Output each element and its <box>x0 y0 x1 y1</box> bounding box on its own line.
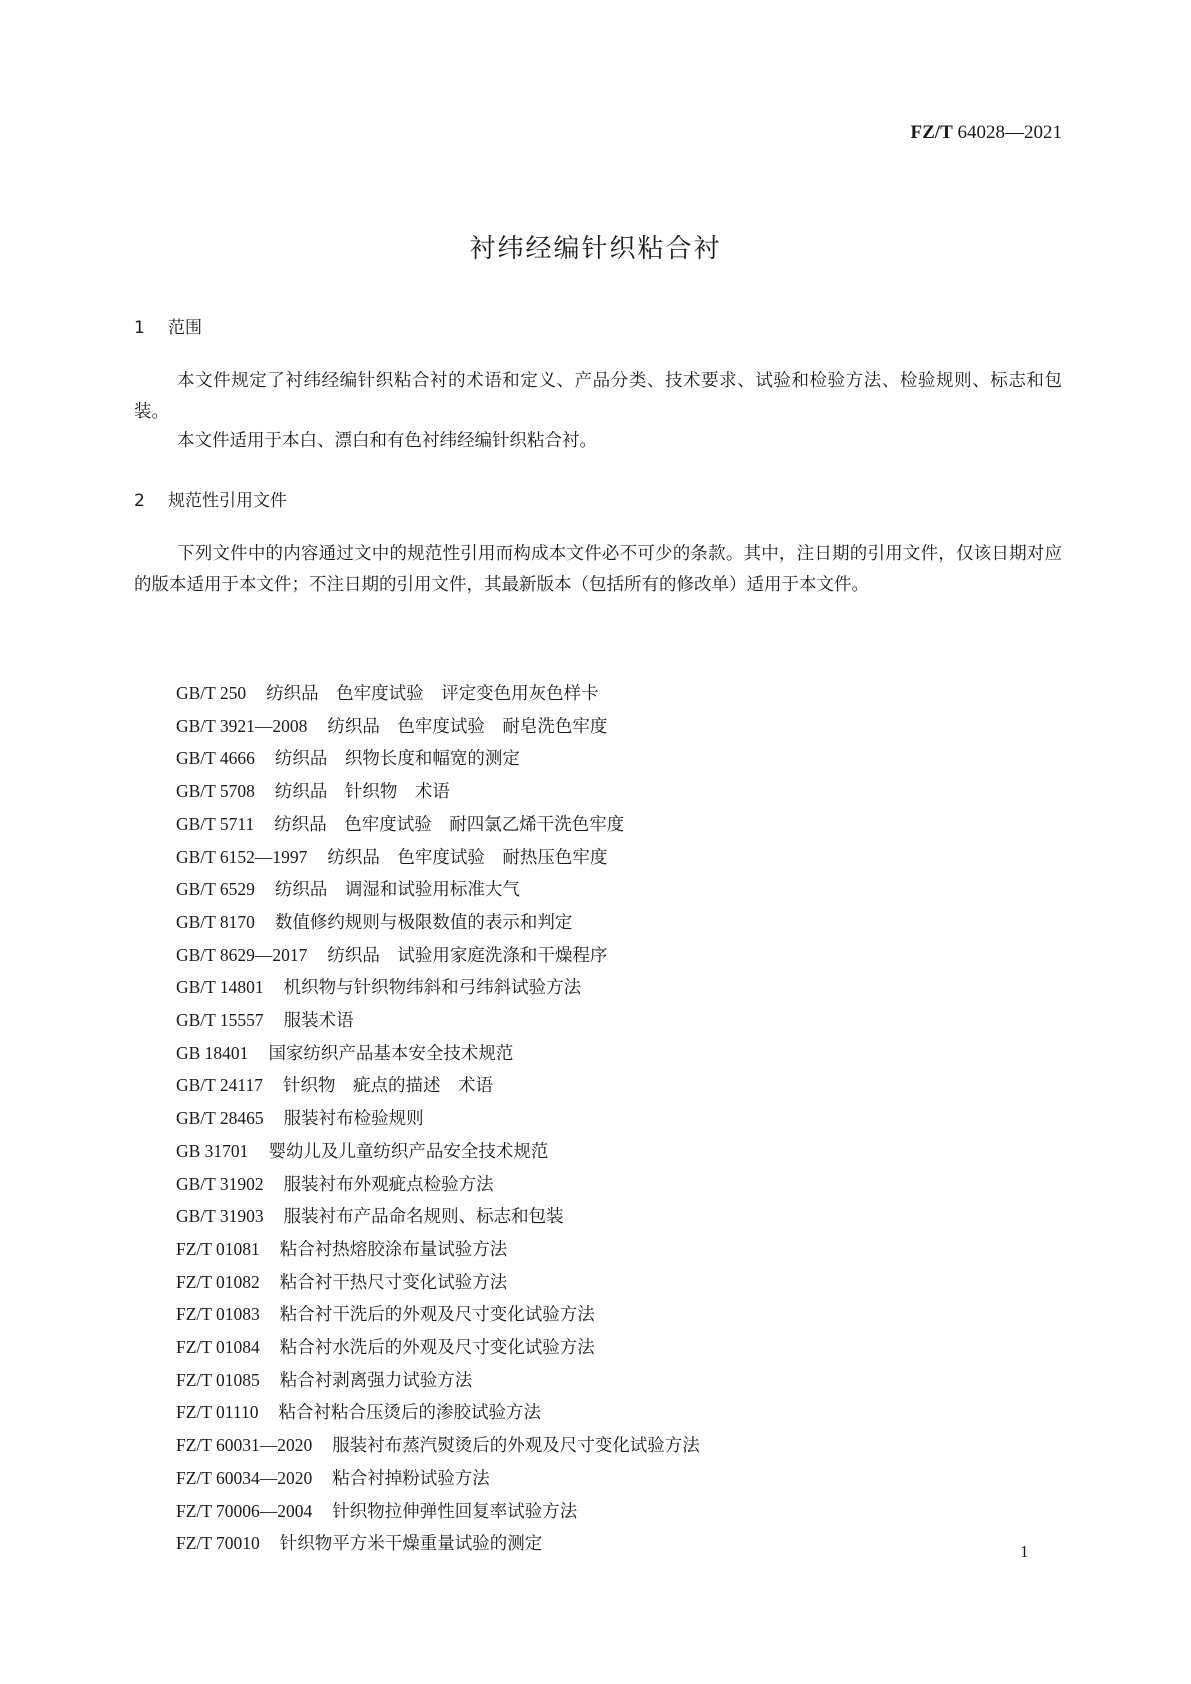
reference-title: 纺织品 色牢度试验 耐皂洗色牢度 <box>327 716 608 737</box>
section-number: 1 <box>134 318 145 338</box>
reference-item <box>176 907 700 940</box>
reference-title: 纺织品 针织物 术语 <box>274 782 450 803</box>
standard-code <box>800 122 1062 144</box>
reference-code: FZ/T 70006—2004 <box>176 1500 313 1521</box>
reference-title: 针织物平方米干燥重量试验的测定 <box>279 1534 543 1555</box>
reference-title: 纺织品 色牢度试验 评定变色用灰色样卡 <box>266 684 599 704</box>
reference-item <box>176 776 700 809</box>
reference-title: 粘合衬掉粉试验方法 <box>332 1468 490 1489</box>
reference-item <box>176 1005 700 1038</box>
reference-code: GB/T 24117 <box>176 1075 264 1096</box>
section-2-heading <box>134 486 287 511</box>
reference-item <box>176 972 700 1005</box>
reference-code: FZ/T 60031—2020 <box>176 1435 313 1456</box>
reference-title: 粘合衬水洗后的外观及尺寸变化试验方法 <box>279 1338 595 1359</box>
reference-title: 纺织品 色牢度试验 耐热压色牢度 <box>327 847 608 868</box>
reference-title: 服装衬布检验规则 <box>283 1109 424 1130</box>
reference-title: 针织物拉伸弹性回复率试验方法 <box>332 1501 578 1522</box>
reference-item <box>176 1070 700 1103</box>
reference-code: FZ/T 01085 <box>176 1369 260 1390</box>
reference-title: 粘合衬粘合压烫后的渗胶试验方法 <box>278 1403 541 1424</box>
reference-code: FZ/T 01110 <box>176 1402 259 1423</box>
reference-code: GB/T 5708 <box>176 781 255 802</box>
reference-code: GB 31701 <box>176 1140 249 1161</box>
reference-title: 粘合衬干热尺寸变化试验方法 <box>279 1272 508 1293</box>
page-number: 1 <box>1020 1542 1029 1561</box>
reference-item <box>176 1365 700 1398</box>
reference-title: 服装衬布外观疵点检验方法 <box>283 1174 494 1195</box>
reference-title: 粘合衬热熔胶涂布量试验方法 <box>279 1239 508 1260</box>
reference-item <box>176 1430 700 1463</box>
reference-code: GB/T 8629—2017 <box>176 944 308 965</box>
normative-references-list <box>176 678 700 1561</box>
reference-code: GB/T 3921—2008 <box>176 715 308 736</box>
standard-code-number: 64028—2021 <box>957 122 1062 143</box>
reference-title: 服装衬布产品命名规则、标志和包装 <box>283 1207 564 1228</box>
reference-item <box>176 743 700 776</box>
reference-title: 纺织品 试验用家庭洗涤和干燥程序 <box>327 945 608 966</box>
reference-title: 纺织品 织物长度和幅宽的测定 <box>274 749 520 770</box>
reference-title: 粘合衬干洗后的外观及尺寸变化试验方法 <box>279 1305 595 1326</box>
reference-code: GB/T 5711 <box>176 813 255 834</box>
reference-code: FZ/T 70010 <box>176 1533 260 1554</box>
reference-code: GB/T 4666 <box>176 748 255 769</box>
reference-item <box>176 940 700 973</box>
reference-title: 国家纺织产品基本安全技术规范 <box>268 1043 514 1064</box>
reference-title: 粘合衬剥离强力试验方法 <box>279 1370 473 1391</box>
reference-item <box>176 1169 700 1202</box>
reference-title: 纺织品 色牢度试验 耐四氯乙烯干洗色牢度 <box>274 814 625 835</box>
reference-item <box>176 874 700 907</box>
reference-code: GB/T 6529 <box>176 879 255 900</box>
reference-item <box>176 678 700 711</box>
reference-code: FZ/T 60034—2020 <box>176 1467 313 1488</box>
reference-item <box>176 1234 700 1267</box>
reference-item <box>176 1528 700 1561</box>
reference-code: GB/T 31903 <box>176 1206 264 1227</box>
standard-code-prefix: FZ/T <box>910 122 953 143</box>
section-1-paragraph-2: 本文件适用于本白、漂白和有色衬纬经编针织粘合衬。 <box>177 431 597 451</box>
reference-item <box>176 1103 700 1136</box>
reference-title: 服装衬布蒸汽熨烫后的外观及尺寸变化试验方法 <box>332 1436 700 1457</box>
reference-title: 机织物与针织物纬斜和弓纬斜试验方法 <box>283 978 582 999</box>
section-2-paragraph-1: 下列文件中的内容通过文中的规范性引用而构成本文件必不可少的条款。其中，注日期的引用文件，仅该日期对应的版本适用于本文件；不注日期的引用文件，其最新版本（包括所有的修改单）适用于本文件。 <box>134 544 1062 595</box>
reference-code: FZ/T 01082 <box>176 1271 260 1292</box>
reference-code: GB/T 15557 <box>176 1010 264 1031</box>
reference-item <box>176 711 700 744</box>
section-number: 2 <box>134 491 145 511</box>
reference-item <box>176 842 700 875</box>
reference-title: 数值修约规则与极限数值的表示和判定 <box>274 912 573 933</box>
reference-item <box>176 1496 700 1529</box>
reference-item <box>176 1267 700 1300</box>
reference-code: GB/T 8170 <box>176 911 255 932</box>
section-1-paragraph-1: 本文件规定了衬纬经编针织粘合衬的术语和定义、产品分类、技术要求、试验和检验方法、检验规则、标志和包装。 <box>134 371 1062 422</box>
reference-item <box>176 1201 700 1234</box>
reference-code: FZ/T 01081 <box>176 1238 260 1259</box>
reference-code: GB/T 14801 <box>176 977 264 998</box>
reference-item <box>176 1299 700 1332</box>
reference-title: 服装术语 <box>283 1011 354 1032</box>
document-title: 衬纬经编针织粘合衬 <box>469 234 722 264</box>
reference-code: GB 18401 <box>176 1042 249 1063</box>
reference-title: 针织物 疵点的描述 术语 <box>283 1076 494 1097</box>
reference-code: GB/T 31902 <box>176 1173 264 1194</box>
section-1-heading <box>134 313 202 338</box>
reference-item <box>176 1332 700 1365</box>
reference-item <box>176 809 700 842</box>
section-title: 规范性引用文件 <box>168 491 287 511</box>
reference-item <box>176 1397 700 1430</box>
reference-item <box>176 1463 700 1496</box>
reference-code: FZ/T 01084 <box>176 1337 260 1358</box>
reference-title: 纺织品 调湿和试验用标准大气 <box>274 880 520 901</box>
reference-code: FZ/T 01083 <box>176 1304 260 1325</box>
reference-code: GB/T 6152—1997 <box>176 846 308 867</box>
reference-title: 婴幼儿及儿童纺织产品安全技术规范 <box>268 1141 549 1162</box>
reference-item <box>176 1038 700 1071</box>
reference-item <box>176 1136 700 1169</box>
section-title: 范围 <box>168 318 202 338</box>
reference-code: GB/T 28465 <box>176 1108 264 1129</box>
reference-code: GB/T 250 <box>176 683 247 703</box>
